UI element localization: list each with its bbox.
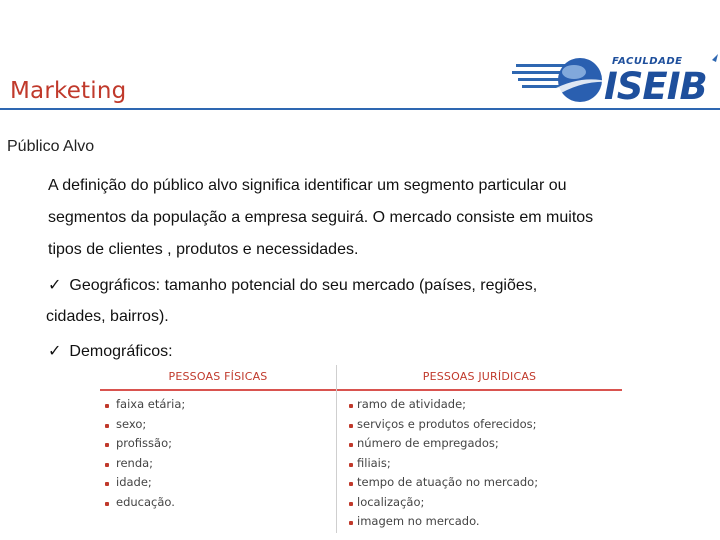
list-item xyxy=(100,415,336,435)
list-item xyxy=(337,454,622,474)
list-item-text: idade; xyxy=(116,475,152,489)
bullet-icon xyxy=(105,482,109,486)
list-item-text: filiais; xyxy=(357,455,391,470)
individuals-column xyxy=(100,365,337,533)
bullet-icon xyxy=(105,424,109,428)
logo-faculdade-text: FACULDADE xyxy=(612,56,683,67)
bullet-icon xyxy=(349,424,353,428)
bullet-icon xyxy=(349,502,353,506)
bullet-icon xyxy=(349,521,353,525)
bullet-icon xyxy=(105,443,109,447)
paragraph-line: segmentos da população a empresa seguirá. O mercado consiste em muitos xyxy=(48,209,594,226)
list-item-text: imagem no mercado. xyxy=(357,514,480,528)
bullet-icon xyxy=(105,502,109,506)
list-item xyxy=(337,512,622,532)
companies-header: PESSOAS JURÍDICAS xyxy=(337,365,622,391)
list-item-text: localização; xyxy=(357,494,425,509)
list-item-text: renda; xyxy=(116,455,154,470)
list-item-text: educação. xyxy=(116,494,175,509)
list-item-text: profissão; xyxy=(116,436,172,450)
list-item xyxy=(337,473,622,493)
geographic-continuation: cidades, bairros). xyxy=(46,308,169,325)
geographic-text: Geográficos: tamanho potencial do seu mercado (países, regiões, xyxy=(69,277,538,294)
page-title: Marketing xyxy=(10,78,127,104)
geographic-bullet xyxy=(48,275,537,295)
list-item xyxy=(100,493,336,513)
bullet-icon xyxy=(349,443,353,447)
segmentation-table xyxy=(100,365,622,533)
paragraph-line: tipos de clientes , produtos e necessidades. xyxy=(48,241,359,258)
checkmark-icon: ✓ xyxy=(48,343,62,360)
list-item xyxy=(337,395,622,415)
list-item-text: sexo; xyxy=(116,416,147,431)
definition-paragraph xyxy=(48,170,708,266)
list-item-text: ramo de atividade; xyxy=(357,397,467,411)
logo-iseib-text: ISEIB xyxy=(604,65,707,108)
checkmark-icon: ✓ xyxy=(48,277,62,294)
bullet-icon xyxy=(349,482,353,486)
paragraph-line: A definição do público alvo significa identificar um segmento particular ou xyxy=(48,177,567,194)
bullet-icon xyxy=(105,404,109,408)
bullet-icon xyxy=(349,463,353,467)
list-item xyxy=(337,493,622,513)
list-item xyxy=(337,415,622,435)
demographic-bullet xyxy=(48,341,173,361)
list-item xyxy=(100,434,336,454)
list-item xyxy=(100,454,336,474)
list-item xyxy=(337,434,622,454)
list-item-text: serviços e produtos oferecidos; xyxy=(357,416,537,431)
list-item-text: faixa etária; xyxy=(116,397,186,411)
list-item-text: número de empregados; xyxy=(357,436,499,450)
demographic-text: Demográficos: xyxy=(69,343,173,360)
list-item-text: tempo de atuação no mercado; xyxy=(357,475,539,489)
companies-column xyxy=(337,365,622,533)
bullet-icon xyxy=(105,463,109,467)
list-item xyxy=(100,395,336,415)
bullet-icon xyxy=(349,404,353,408)
section-title: Público Alvo xyxy=(7,138,95,155)
list-item xyxy=(100,473,336,493)
individuals-header: PESSOAS FÍSICAS xyxy=(100,365,336,391)
